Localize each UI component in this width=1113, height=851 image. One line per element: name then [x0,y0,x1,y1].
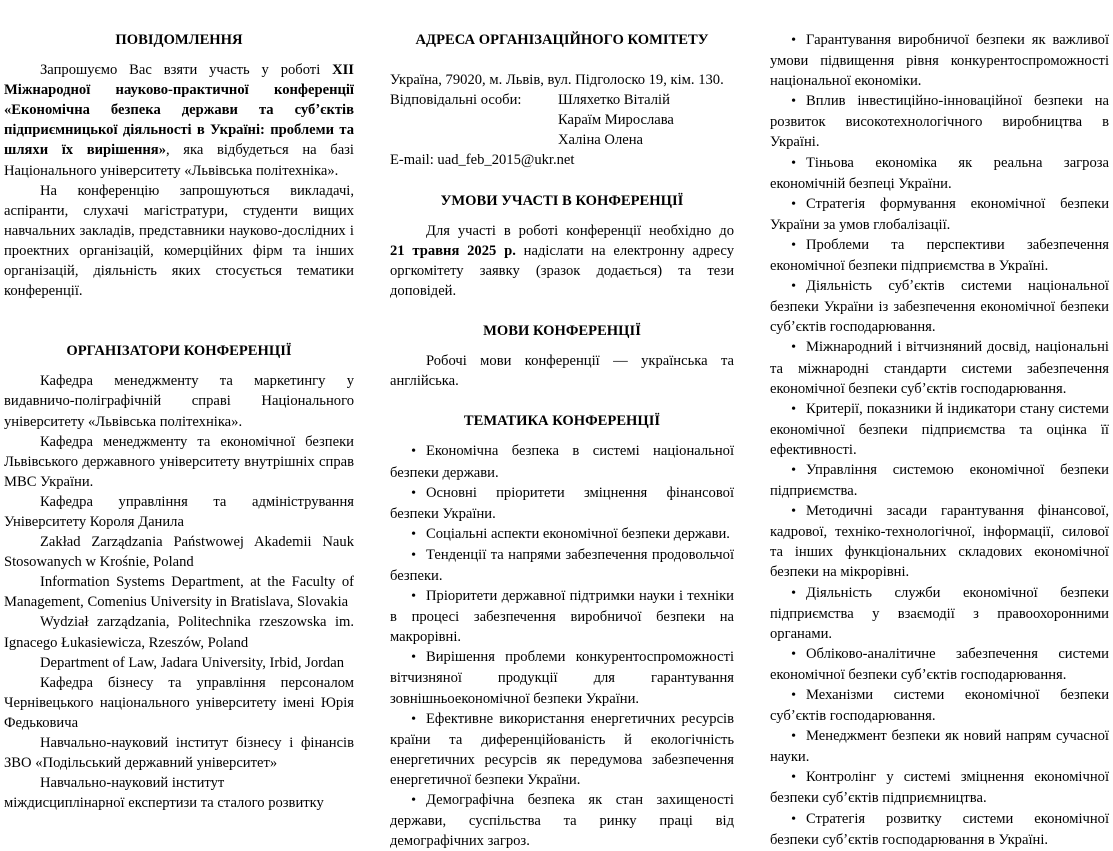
topic-text: Гарантування виробничої безпеки як важливої умови підвищення рівня конкурентоспроможності національної економіки. [770,32,1109,90]
bullet-icon: • [791,401,796,417]
organizer-item: Кафедра управління та адміністрування Університету Короля Данила [4,493,354,530]
topic-text: Демографічна безпека як стан захищеності держави, суспільства та ринку праці від демографічних загроз. [390,792,734,850]
bullet-icon: • [791,646,796,662]
topic-list-item [770,30,1109,91]
bullet-icon: • [791,770,796,786]
topic-text: Діяльність служби економічної безпеки підприємства у взаємодії з правоохоронними органами. [770,584,1109,642]
spacer [390,431,734,441]
heading-conference-languages: МОВИ КОНФЕРЕНЦІЇ [483,323,641,340]
topic-list-item [390,524,734,545]
organizer-item: Навчально-науковий інститут бізнесу і фінансів ЗВО «Подільський державний університет» [4,735,354,772]
bullet-icon: • [411,650,416,666]
topic-list-item [770,276,1109,337]
organizer-item: Кафедра бізнесу та управління персоналом Чернівецького національного університету імені Юрія Федьковича [4,674,354,731]
topic-list-item [770,583,1109,644]
spacer [390,171,734,191]
topic-list-item [390,790,734,851]
topic-text: Стратегія розвитку системи економічної безпеки субʼєктів господарювання в Україні. [770,810,1109,848]
topic-text: Контролінг у системі зміцнення економічної безпеки субʼєктів підприємництва. [770,769,1109,807]
spacer [390,341,734,351]
topic-text: Проблеми та перспективи забезпечення економічної безпеки підприємства в Україні. [770,236,1109,275]
bullet-icon: • [411,547,416,563]
organizer-item: Wydział zarządzania, Politechnika rzeszowska im. Ignacego Łukasiewicza, Rzeszów, Poland [4,614,354,651]
spacer [390,50,734,70]
topic-list-item [770,501,1109,582]
spacer [390,301,734,321]
topic-text: Вирішення проблеми конкурентоспроможності вітчизняної продукції для гарантування зовнішньоекономічної безпеки України. [390,649,734,707]
topic-list-item [770,809,1109,850]
bullet-icon: • [411,793,416,808]
spacer [390,391,734,411]
topic-text: Механізми системи економічної безпеки субʼєктів господарювання. [770,687,1109,725]
bullet-icon: • [411,485,416,501]
topic-text: Менеджмент безпеки як новий напрям сучасної науки. [770,728,1109,766]
conference-languages-text: Робочі мови конференції — українська та англійська. [390,353,734,390]
responsible-persons-row [390,90,734,150]
topic-text: Діяльність субʼєктів системи національної безпеки України із забезпечення економічної безпеки субʼєктів господарювання. [770,278,1109,336]
invite-paragraph-1 [4,60,354,181]
organizer-item-last-line-1: Навчально-науковий інститут [40,775,225,792]
invite-paragraph-2: На конференцію запрошуються викладачі, аспіранти, слухачі магістратури, студенти вищих навчальних закладів, представники науково-дослідних і проектних організацій, комерційних фірм та інших організацій, діяльність яких стосується тематики конференції. [4,182,354,300]
spacer [4,361,354,371]
organizer-item-last-line-2: міждисциплінарної експертизи та сталого розвитку [4,795,324,812]
heading-announcement: ПОВІДОМЛЕННЯ [115,32,243,48]
address-line: Україна, 79020, м. Львів, вул. Підголоско 19, кім. 130. [390,72,724,89]
responsible-person: Шляхетко Віталій [558,92,670,109]
spacer [4,50,354,60]
bullet-icon: • [411,589,416,605]
topic-text: Основні пріоритети зміцнення фінансової безпеки України. [390,484,734,522]
topic-text: Управління системою економічної безпеки підприємства. [770,461,1109,500]
spacer [390,211,734,221]
conference-title-bold: XII Міжнародної науково-практичної конференції «Економічна безпека держави та субʼєктів підприємницької діяльності в Україні: проблеми та шляхи їх вирішення» [4,62,354,159]
column-3 [764,30,1113,850]
participation-conditions-paragraph [390,221,734,301]
topic-list-item [770,399,1109,460]
topic-list-item [770,644,1109,685]
bullet-icon: • [791,196,796,212]
topic-list-item [770,460,1109,501]
topic-list-item [390,709,734,790]
topic-text: Методичні засади гарантування фінансової, кадрової, техніко-технологічної, інформації, силової та інших функціональних складових економічної безпеки на мікрорівні. [770,503,1109,581]
topic-list-item [770,235,1109,276]
bullet-icon: • [791,811,796,827]
invite-tail-text: , яка відбудеться на базі Національного університету «Львівська політехніка». [4,142,354,179]
bullet-icon: • [791,585,796,601]
spacer [4,301,354,341]
topic-list-item [390,483,734,524]
topic-text: Міжнародний і вітчизняний досвід, національні та міжнародні стандарти системи забезпечення економічної безпеки субʼєктів господарювання. [770,339,1109,397]
topic-text: Пріоритети державної підтримки науки і техніки в процесі забезпечення виробничої безпеки на макрорівні. [390,588,734,646]
topic-text: Тенденції та напрями забезпечення продовольчої безпеки. [390,546,734,584]
organizer-item: Кафедра менеджменту та економічної безпеки Львівського державного університету внутрішніх справ МВС України. [4,433,354,490]
topic-text: Критерії, показники й індикатори стану системи економічної безпеки підприємства та оцінка її ефективності. [770,400,1109,458]
bullet-icon: • [411,526,416,542]
conditions-tail-text: надіслати на електронну адресу оргкомітету заявку (зразок додається) та тези доповідей. [390,242,734,299]
topic-text: Економічна безпека в системі національної безпеки держави. [390,443,734,481]
topic-text: Соціальні аспекти економічної безпеки держави. [426,525,730,542]
email-address[interactable]: E-mail: uad_feb_2015@ukr.net [390,152,575,169]
column-2 [384,30,736,851]
topic-text: Вплив інвестиційно-інноваційної безпеки на розвиток високотехнологічного виробництва в Україні. [770,93,1109,151]
topic-text: Стратегія формування економічної безпеки України за умов глобалізації. [770,195,1109,233]
heading-conference-topics: ТЕМАТИКА КОНФЕРЕНЦІЇ [463,413,661,430]
topic-text: Тіньова економіка як реальна загроза економічній безпеці України. [770,154,1109,192]
topic-list-item [770,153,1109,194]
bullet-icon: • [791,155,796,171]
topic-list-item [770,194,1109,235]
organizer-item: Zakład Zarządzania Państwowej Akademii Nauk Stosowanych w Krośnie, Poland [4,534,354,571]
organizer-item: Information Systems Department, at the Faculty of Management, Comenius University in Bratislava, Slovakia [4,574,354,611]
invite-lead-text: Запрошуємо Вас взяти участь у роботі [40,62,333,79]
organizer-item: Department of Law, Jadara University, Irbid, Jordan [40,654,345,671]
topic-text: Ефективне використання енергетичних ресурсів країни та диференційованість й екологічність енергетичних ресурсів як передумова забезпечення енергетичної безпеки України. [390,710,734,788]
bullet-icon: • [791,33,796,48]
bullet-icon: • [791,729,796,745]
topic-list-item [770,91,1109,152]
bullet-icon: • [791,279,796,295]
topic-list-item [770,726,1109,767]
responsible-persons-names [558,90,734,150]
column-1 [0,30,356,813]
conditions-lead-text: Для участі в роботі конференції необхідно до [426,222,734,239]
bullet-icon: • [791,462,796,478]
topic-text: Обліково-аналітичне забезпечення системи економічної безпеки субʼєктів господарювання. [770,645,1109,683]
heading-organizers: ОРГАНІЗАТОРИ КОНФЕРЕНЦІЇ [66,343,292,360]
bullet-icon: • [791,237,796,253]
submission-deadline: 21 травня 2025 р. [390,242,516,259]
bullet-icon: • [411,444,416,460]
topic-list-column-3 [770,30,1109,850]
bullet-icon: • [791,688,796,703]
bullet-icon: • [791,94,796,110]
bullet-icon: • [411,711,416,727]
organizer-item: Кафедра менеджменту та маркетингу у видавничо-поліграфічній справі Національного університету «Львівська політехніка». [4,373,354,430]
heading-participation-conditions: УМОВИ УЧАСТІ В КОНФЕРЕНЦІЇ [440,192,684,209]
topic-list-item [390,586,734,647]
bullet-icon: • [791,340,796,356]
topic-list-item [770,767,1109,808]
topic-list-item [390,647,734,708]
heading-organizing-committee-address: АДРЕСА ОРГАНІЗАЦІЙНОГО КОМІТЕТУ [415,32,709,48]
topic-list-item [390,545,734,586]
topic-list-item [390,441,734,482]
bullet-icon: • [791,504,796,520]
responsible-person: Караїм Мирослава [558,112,674,129]
topic-list-item [770,337,1109,398]
topic-list-item [770,685,1109,726]
responsible-persons-label: Відповідальні особи: [390,92,522,109]
responsible-person: Халіна Олена [558,132,644,149]
